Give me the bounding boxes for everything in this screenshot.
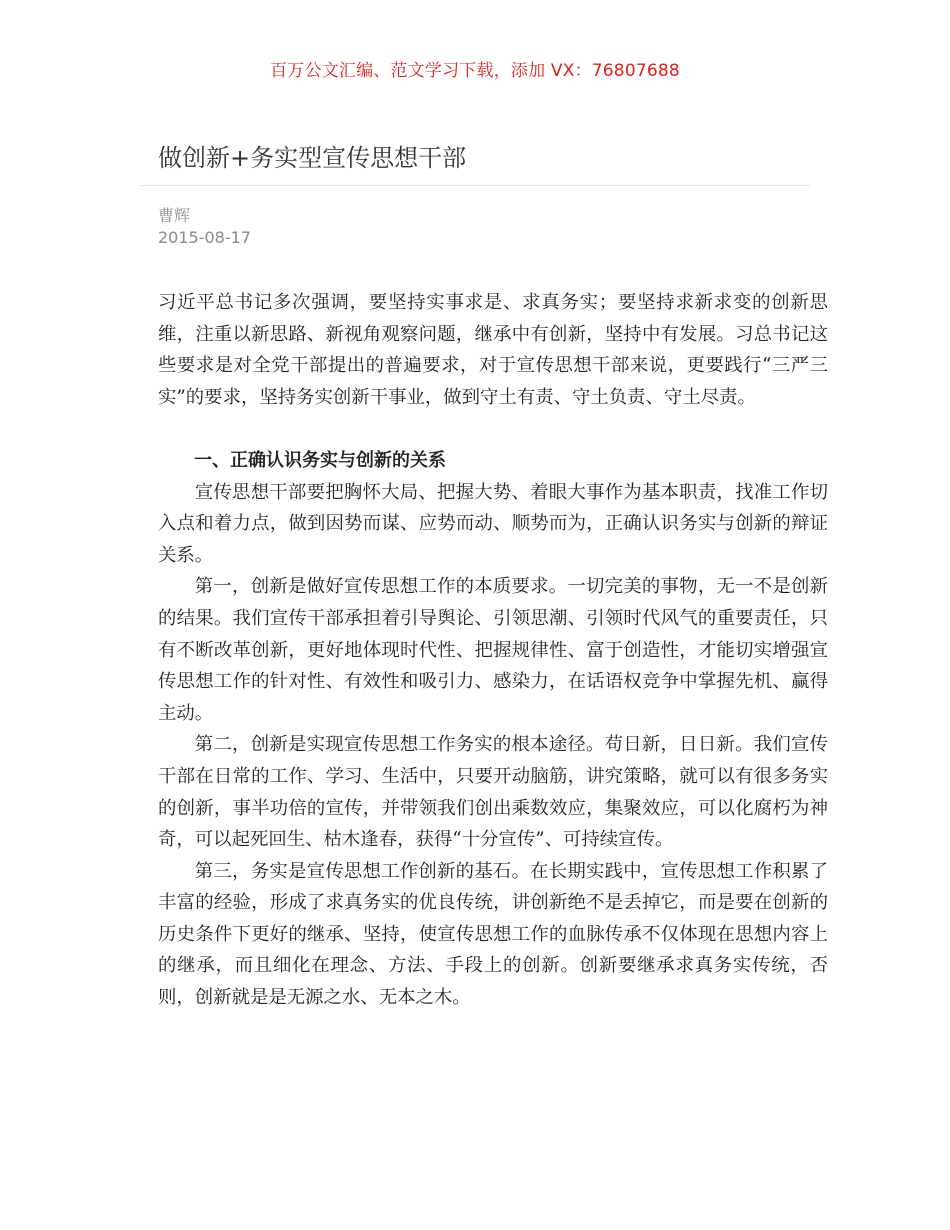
body-paragraph: 第一，创新是做好宣传思想工作的本质要求。一切完美的事物，无一不是创新的结果。我们宣传干部承担着引导舆论、引领思潮、引领时代风气的重要责任，只有不断改革创新，更好地体现时代性、把握规律性、富于创造性，才能切实增强宣传思想工作的针对性、有效性和吸引力、感染力，在话语权竞争中掌握先机、赢得主动。 bbox=[158, 576, 828, 724]
body-paragraph: 第二，创新是实现宣传思想工作务实的根本途径。苟日新，日日新。我们宣传干部在日常的工作、学习、生活中，只要开动脑筋，讲究策略，就可以有很多务实的创新，事半功倍的宣传，并带领我们创出乘数效应，集聚效应，可以化腐朽为神奇，可以起死回生、枯木逢春，获得“十分宣传”、可持续宣传。 bbox=[158, 734, 828, 851]
title-divider bbox=[140, 185, 810, 186]
section-heading: 一、正确认识务实与创新的关系 bbox=[194, 449, 446, 471]
watermark-banner: 百万公文汇编、范文学习下载，添加 VX：76807688 bbox=[270, 61, 680, 81]
article-date: 2015-08-17 bbox=[158, 228, 251, 247]
intro-paragraph: 习近平总书记多次强调，要坚持实事求是、求真务实；要坚持求新求变的创新思维，注重以新思路、新视角观察问题，继承中有创新，坚持中有发展。习总书记这些要求是对全党干部提出的普遍要求，对于宣传思想干部来说，更要践行“三严三实”的要求，坚持务实创新干事业，做到守土有责、守土负责、守土尽责。 bbox=[158, 292, 828, 408]
article-author: 曹辉 bbox=[158, 206, 191, 225]
body-paragraph: 宣传思想干部要把胸怀大局、把握大势、着眼大事作为基本职责，找准工作切入点和着力点，做到因势而谋、应势而动、顺势而为，正确认识务实与创新的辩证关系。 bbox=[158, 481, 828, 566]
article-body bbox=[158, 287, 828, 1014]
article-title: 做创新+务实型宣传思想干部 bbox=[158, 144, 467, 172]
body-paragraph: 第三，务实是宣传思想工作创新的基石。在长期实践中，宣传思想工作积累了丰富的经验，形成了求真务实的优良传统，讲创新绝不是丢掉它，而是要在创新的历史条件下更好的继承、坚持，使宣传思想工作的血脉传承不仅体现在思想内容上的继承，而且细化在理念、方法、手段上的创新。创新要继承求真务实传统，否则，创新就是是无源之水、无本之木。 bbox=[158, 860, 828, 1009]
